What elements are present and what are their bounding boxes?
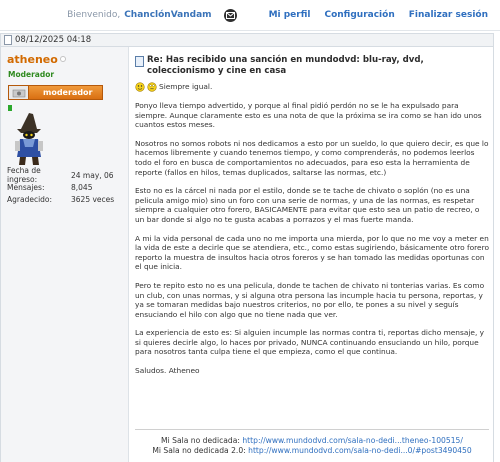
stat-value: 24 may, 06 <box>71 170 114 180</box>
stat-row <box>7 193 127 205</box>
post-title: Re: Has recibido una sanción en mundodvd: blu-ray, dvd, coleccionismo y cine en casa <box>147 55 424 76</box>
post-paragraph: Pero te repito esto no es una pelicula, donde te tachen de chivato ni tonterias varias. Es como un club, con unas normas, y si alguna otra persona las incumple hacia tu persona, reportas, y ya se tomaran medidas bajo nuestros criterios, no por ello, te pones a su nivel y seguís ensuciando el hilo con algo que no tiene nada que ver. <box>135 280 485 319</box>
signature-link[interactable]: http://www.mundodvd.com/sala-no-dedi...0/#post3490450 <box>248 446 472 455</box>
stat-label: Mensajes: <box>7 182 45 192</box>
signature-link[interactable]: http://www.mundodvd.com/sala-no-dedi...theneo-100515/ <box>242 436 463 445</box>
post-date: 08/12/2025 04:18 <box>15 35 92 45</box>
signature-divider <box>135 429 489 430</box>
stat-row <box>7 166 127 184</box>
offline-status-icon <box>60 56 66 62</box>
post-paragraph: Ponyo lleva tiempo advertido, y porque al final pidió perdón no se le ha expulsado para siempre. Aunque claramente esto es una nota de que la próxima se ira como se han ido unos cuantos estos meses. <box>135 101 482 130</box>
user-title: Moderador <box>8 70 55 79</box>
rank-banner <box>8 85 103 100</box>
logout-link[interactable]: Finalizar sesión <box>408 10 488 20</box>
stat-label: Fecha de ingreso: <box>7 166 41 184</box>
moderator-badge-icon <box>9 86 29 99</box>
signature-label: Mi Sala no dedicada 2.0: <box>152 446 246 455</box>
emote-text: Siempre igual. <box>159 82 213 92</box>
mail-icon[interactable] <box>224 9 237 22</box>
avatar[interactable] <box>11 111 49 167</box>
post-message <box>135 55 489 376</box>
post-paragraph: La experiencia de esto es: Si alguien incumple las normas contra ti, reportas dicho mensaje, y si quieres decirle algo, lo haces por privado, NUNCA continuando ensuciando un hilo, porque para nosotros tanta culpa tiene el que empieza, como el que continua. <box>135 328 485 357</box>
document-icon <box>4 35 12 45</box>
stat-value: 3625 veces <box>71 194 115 204</box>
post-title-icon <box>135 56 144 67</box>
current-username-link[interactable]: ChanclónVandam <box>124 10 212 20</box>
post-paragraph: A mi la vida personal de cada uno no me importa una mierda, por lo que no me voy a meter en la vida de este a decirle que se atendiera, etc., como estas sugiriendo, básicamente otro forero reporto la muestra de insultos hacia otros foreros y se han tomado las medidas oportunas con el que inicia. <box>135 233 489 272</box>
signature <box>135 436 489 456</box>
signature-line <box>135 436 489 446</box>
stat-value: 8,045 <box>71 182 93 192</box>
post-title-row <box>135 55 489 76</box>
stat-label: Agradecido: <box>7 194 53 204</box>
stat-row <box>7 181 127 193</box>
user-stats <box>7 166 127 205</box>
rank-label: moderador <box>43 88 93 97</box>
rolling-eyes-smiley-icon <box>147 82 157 92</box>
user-panel <box>1 47 129 462</box>
emote-row <box>135 82 489 92</box>
welcome-text: Bienvenido, <box>67 10 121 20</box>
arrows-smiley-icon <box>135 82 145 92</box>
top-bar <box>0 0 500 31</box>
post-date-bar <box>0 33 494 47</box>
post <box>0 47 494 462</box>
settings-link[interactable]: Configuración <box>324 10 395 20</box>
signature-line <box>135 446 489 456</box>
post-paragraph: Nosotros no somos robots ni nos dedicamos a esto por un sueldo, lo que quiero decir, es que lo hacemos libremente y cuando tenemos tiempo, y como comprenderás, no podemos leerlos todo el foro en busca de comportamientos no adecuados, para eso esta la herramienta de reporte (fallos en hilos, temas duplicados, saltarse las normas, etc.) <box>135 138 489 177</box>
signature-label: Mi Sala no dedicada: <box>161 436 240 445</box>
post-author-name[interactable]: atheneo <box>7 53 58 66</box>
post-paragraph: Saludos. Atheneo <box>135 366 200 376</box>
profile-link[interactable]: Mi perfil <box>268 10 311 20</box>
post-paragraph: Esto no es la cárcel ni nada por el estilo, donde se te tache de chivato o soplón (no es una pelicula amigo mio) sino un foro con una serie de normas, y una de las normas, es respetar siempre a cualquier otro forero, BASICAMENTE para evitar que esto sea un patio de recreo, o un bar donde si algo no te gusta acabas a porrazos y el mas fuerte manda. <box>135 186 480 224</box>
